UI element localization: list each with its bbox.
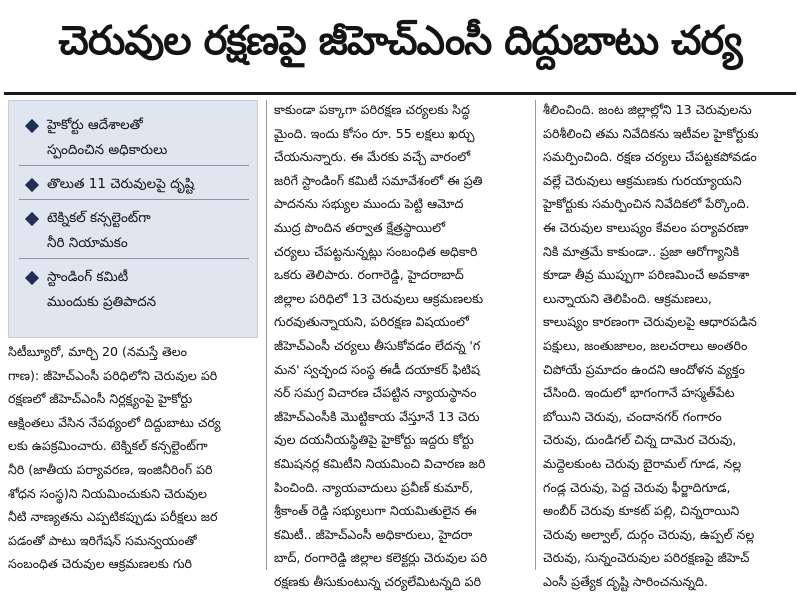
- article-line: అంబీర్ చెరువు కూకట్ పల్లి, చిన్నరాయిని: [543, 503, 740, 519]
- highlight-item: [19, 206, 249, 259]
- article-line: గురవుతున్నాయని, పరిరక్షణ విషయంలో: [274, 314, 469, 330]
- column-divider: [266, 100, 267, 570]
- article-column-2: [274, 98, 528, 589]
- article-line: పించింది. న్యాయవాదులు ప్రవీణ్ కుమార్,: [274, 479, 474, 495]
- article-line: కాకుండా పక్కాగా పరిరక్షణ చర్యలకు సిద్ధ: [274, 102, 470, 117]
- article-line: హైకోర్టుకు సమర్పించిన నివేదికలో పేర్కొంది.: [543, 196, 750, 212]
- article-line: మన' స్వచ్ఛంద సంస్థ ఈడీ దయాకర్ ఫిటిష: [274, 361, 480, 377]
- highlight-item: [19, 172, 249, 200]
- article-line: నికి మాత్రమే కాకుండా.. ప్రజా ఆరోగ్యానికి: [543, 243, 740, 259]
- article-line: వుల దయనీయస్థితిపై హైకోర్టు ఇద్దరు కోర్టు: [274, 432, 474, 448]
- article-line: చేసింది. ఇందులో భాగంగానే హస్మత్‌పేట: [543, 385, 735, 401]
- diamond-bullet-icon: [25, 271, 39, 285]
- article-line: మద్దెలకుంట చెరువు బైరామల్ గూడ, నల్ల: [543, 455, 742, 471]
- highlight-line: ముందుకు ప్రతిపాదన: [47, 294, 157, 310]
- article-column-1: [8, 340, 258, 576]
- highlight-line: నీరి నియామకం: [47, 235, 128, 251]
- article-line: రక్షణలో జీహెచ్ఎంసీ నిర్లక్ష్యంపై హైకోర్టు: [8, 391, 193, 407]
- article-column-3: [543, 98, 795, 589]
- headline-rule: [4, 92, 796, 95]
- article-line: శోధన సంస్థ)ని నియమించుకుని చెరువుల: [8, 485, 207, 501]
- column-divider: [535, 100, 536, 570]
- article-line: కమిటీ.. జీహెచ్ఎంసీ అధికారులు, హైదరా: [274, 526, 473, 542]
- headline: చెరువుల రక్షణపై జీహెచ్ఎంసీ దిద్దుబాటు చర్య: [58, 18, 742, 64]
- article-line: లున్నాయని తెలిపింది. ఆక్రమణలు,: [543, 290, 712, 306]
- article-line: నీటి నాణ్యతను ఎప్పటికప్పుడు పరీక్షలు జర: [8, 509, 218, 525]
- highlight-item: [19, 113, 249, 166]
- article-line: బోయిని చెరువు, చందానగర్ గంగారం: [543, 408, 722, 424]
- highlight-line: స్పందించిన అధికారులు: [47, 142, 168, 158]
- article-line: సిటీబ్యూరో, మార్చి 20 (నమస్తే తెలం: [8, 344, 188, 359]
- article-line: నర్ సమగ్ర విచారణ చేపట్టిన న్యాయస్థానం: [274, 385, 477, 401]
- article-line: శీలించింది. జంట జిల్లాల్లోని 13 చెరువులను: [543, 102, 752, 117]
- diamond-bullet-icon: [25, 212, 39, 226]
- article-line: చెరువు, దుండిగల్ చిన్న దామెర చెరువు,: [543, 432, 737, 448]
- article-line: చర్యలు చేపట్టనున్నట్లు సంబంధిత అధికారి: [274, 243, 478, 259]
- article-line: శ్రీకాంత్ రెడ్డి సభ్యులుగా నియమితులైన ఈ: [274, 503, 477, 519]
- article-line: లకు ఉపక్రమించారు. టెక్నికల్ కన్సల్టెంట్‌గా: [8, 438, 208, 454]
- article-line: ఒకరు తెలిపారు. రంగారెడ్డి, హైదరాబాద్: [274, 267, 464, 283]
- article-line: పడంతో పాటు ఇరిగేషన్ సమన్వయంతో: [8, 532, 197, 548]
- highlight-line: స్టాండింగ్ కమిటీ: [47, 269, 129, 285]
- article-line: చిపోయే ప్రమాదం ఉందని ఆందోళన వ్యక్తం: [543, 361, 745, 377]
- article-line: కూడా తీవ్ర ముప్పుగా పరిణమించే అవకాశా: [543, 267, 750, 283]
- highlight-item: [19, 265, 249, 317]
- highlight-line: తొలుత 11 చెరువులపై దృష్టి: [47, 176, 195, 192]
- highlight-line: హైకోర్టు ఆదేశాలతో: [47, 117, 143, 133]
- article-line: ఎంసీ ప్రత్యేక దృష్టి సారించనున్నది.: [543, 573, 708, 589]
- article-line: చెరువు, సున్నంచెరువుల పరిరక్షణపై జీహెచ్: [543, 550, 750, 566]
- article-line: కాలుష్యం కారణంగా చెరువులపై ఆధారపడిన: [543, 314, 757, 330]
- article-line: గండ్ల చెరువు, పెద్ద చెరువు ఫీర్జాదిగూడ,: [543, 479, 731, 495]
- article-line: వల్లే చెరువులు ఆక్రమణకు గురయ్యాయని: [543, 172, 742, 188]
- diamond-bullet-icon: [25, 119, 39, 133]
- highlights-box: [8, 100, 258, 338]
- article-line: నీరి (జాతీయ పర్యావరణ, ఇంజినీరింగ్ పరి: [8, 461, 213, 477]
- article-line: ఆక్షింతలు వేసిన నేపథ్యంలో దిద్దుబాటు చర్య: [8, 414, 221, 430]
- article-line: చేయనున్నారు. ఈ మేరకు వచ్చే వారంలో: [274, 149, 471, 165]
- article-line: గాణ): జీహెచ్ఎంసీ పరిధిలోని చెరువుల పరి: [8, 367, 218, 383]
- highlight-line: టెక్నికల్ కన్సల్టెంట్‌గా: [47, 210, 151, 226]
- article-line: జరిగే స్టాండింగ్ కమిటీ సమావేశంలో ఈ ప్రతి: [274, 172, 483, 188]
- article-line: ముద్ర పొందిన తర్వాత క్షేత్రస్థాయిలో: [274, 219, 446, 235]
- article-line: పాదనను సభ్యుల ముందు పెట్టి ఆమోద: [274, 196, 464, 212]
- article-line: రక్షణకు తీసుకుంటున్న చర్యలేమిటన్నది పరి: [274, 573, 482, 589]
- article-line: జిల్లాల పరిధిలో 13 చెరువులు ఆక్రమణలకు: [274, 290, 484, 306]
- article-line: జీహెచ్ఎంసీకి మొట్టికాయ వేస్తూనే 13 చెరు: [274, 408, 480, 424]
- article-line: సమర్పించింది. రక్షణ చర్యలు చేపట్టకపోవడం: [543, 149, 757, 165]
- article-line: సంబంధిత చెరువుల ఆక్రమణలకు గురి: [8, 556, 193, 572]
- article-line: ఈ చెరువుల కాలుష్యం కేవలం పర్యావరణా: [543, 219, 749, 235]
- article-line: చెరువు అల్వాల్, దుర్గం చెరువు, ఉప్పల్ నల్ల: [543, 526, 755, 542]
- article-line: జీహెచ్ఎంసీ చర్యలు తీసుకోవడం లేదన్న 'గ: [274, 337, 481, 353]
- article-line: బాద్, రంగారెడ్డి జిల్లాల కలెక్టర్లు చెరువుల పరి: [274, 550, 488, 566]
- article-line: పక్షులు, జంతుజాలం, జలచరాలు అంతరిం: [543, 337, 748, 353]
- article-line: కమిషనర్ల కమిటీని నియమించి విచారణ జరి: [274, 455, 486, 471]
- article-line: పరిశీలించి తమ నివేదికను ఇటీవల హైకోర్టుకు: [543, 125, 759, 141]
- article-line: మైంది. ఇందు కోసం రూ. 55 లక్షలు ఖర్చు: [274, 125, 475, 141]
- diamond-bullet-icon: [25, 178, 39, 192]
